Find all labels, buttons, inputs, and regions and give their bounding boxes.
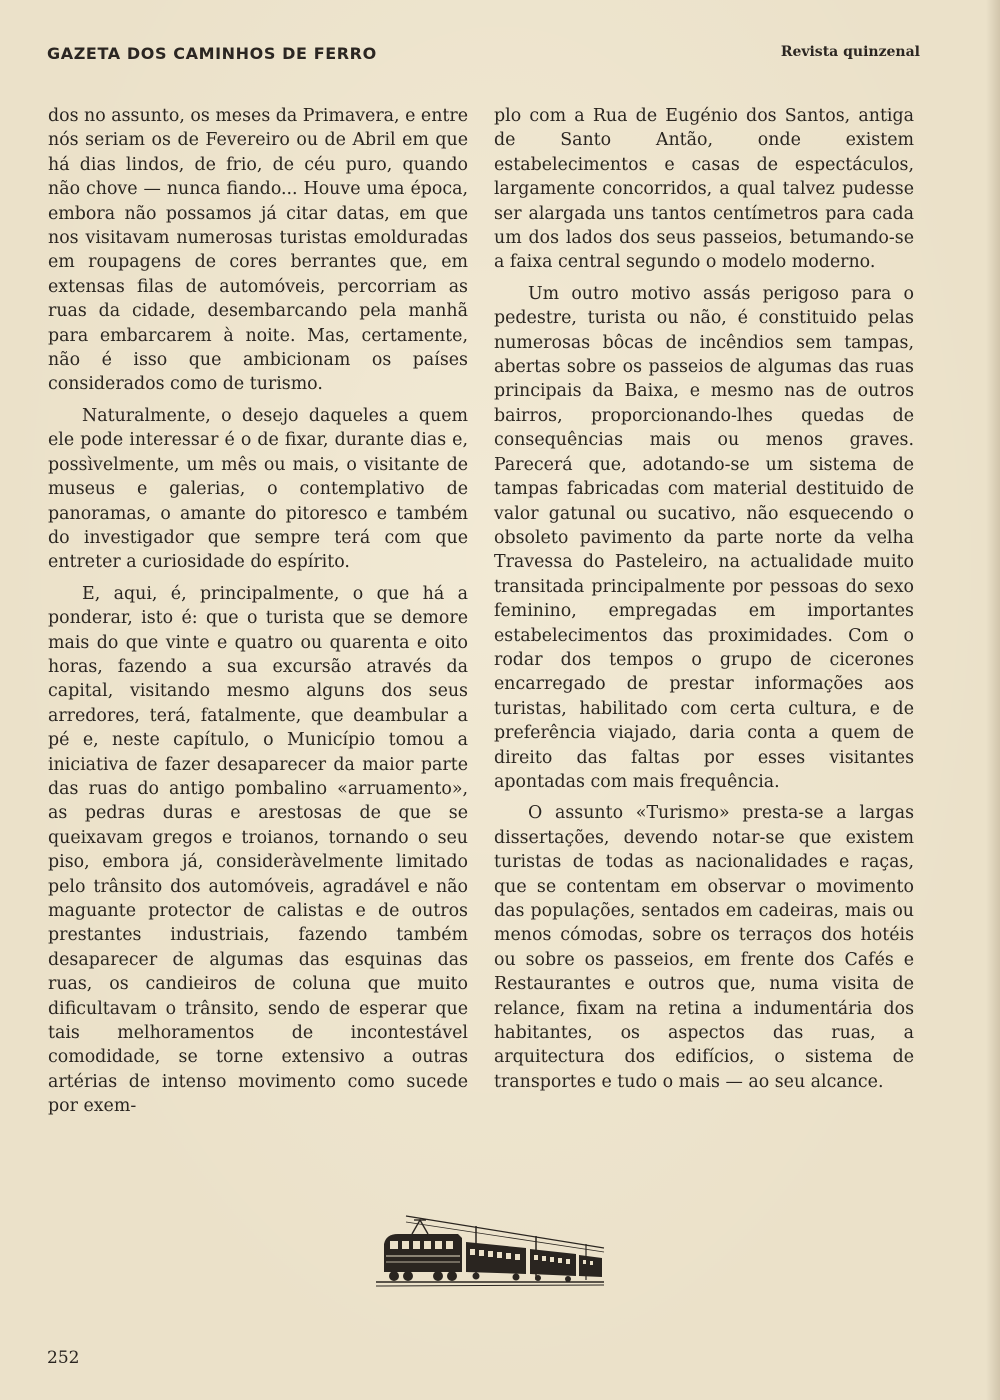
paragraph: E, aqui, é, principalmente, o que há a ponderar, isto é: que o turista que se demore mais do que vinte e quatro ou quarenta e oito horas, fazendo a sua excursão através da capital, visitando mesmo alguns dos seus arredores, terá, fatalmente, que deambular a pé e, neste capítulo, o Município tomou a iniciativa de fazer desaparecer da maior parte das ruas do antigo pombalino «arruamento», as pedras duras e arestosas de que se queixavam gregos e troianos, tornando o seu piso, embora já, consideràvelmente limitado pelo trânsito dos automóveis, agradável e não maguante protector de calistas e de outros prestantes industriais, fazendo também desaparecer de algumas das esquinas das ruas, os candieiros de coluna que muito dificultavam o trânsito, sendo de esperar que tais melhoramentos de incontestável comodidade, se torne extensivo a outras artérias de intenso movimento como sucede por exem- bbox=[48, 583, 468, 1117]
paragraph: dos no assunto, os meses da Primavera, e entre nós seriam os de Fevereiro ou de Abril em que há dias lindos, de frio, de céu puro, quando não chove — nunca fiando... Houve uma época, embora não possamos já citar datas, em que nos visitavam numerosas turistas emolduradas em roupagens de cores berrantes que, em extensas filas de automóveis, percorriam as ruas da cidade, desembarcando pela manhã para embarcarem à noite. Mas, certamente, não é isso que ambicionam os países considerados como de turismo. bbox=[48, 106, 468, 395]
column-divider bbox=[480, 108, 481, 1158]
paragraph: Naturalmente, o desejo daqueles a quem ele pode interessar é o de fixar, durante dias e, possìvelmente, um mês ou mais, o visitante de museus e galerias, o contemplativo de panoramas, o amante do pitoresco e também do investigador que sempre terá com que entreter a curiosidade do espírito. bbox=[48, 405, 468, 573]
paragraph: O assunto «Turismo» presta-se a largas dissertações, devendo notar-se que existem turistas de todas as nacionalidades e raças, que se contentam em observar o movimento das populações, sentados em cadeiras, mais ou menos cómodas, sobre os terraços dos hotéis ou sobre os passeios, em frente dos Cafés e Restaurantes e outros que, numa visita de relance, fixam na retina a indumentária dos habitantes, os aspectos das ruas, a arquitectura dos edifícios, o sistema de transportes e tudo o mais — ao seu alcance. bbox=[494, 803, 914, 1092]
right-column bbox=[494, 104, 914, 1101]
electric-train-icon bbox=[376, 1208, 604, 1288]
left-column bbox=[48, 104, 468, 1126]
page-edge-shadow bbox=[986, 0, 1000, 1400]
page-number: 252 bbox=[47, 1348, 80, 1368]
paragraph: plo com a Rua de Eugénio dos Santos, antiga de Santo Antão, onde existem estabelecimentos e casas de espectáculos, largamente concorridos, a qual talvez pudesse ser alargada uns tantos centímetros para cada um dos lados dos seus passeios, betumando-se a faixa central segundo o modelo moderno. bbox=[494, 106, 914, 273]
journal-title: GAZETA DOS CAMINHOS DE FERRO bbox=[47, 44, 377, 63]
page-header bbox=[47, 44, 920, 68]
journal-subtitle: Revista quinzenal bbox=[780, 44, 920, 60]
paragraph: Um outro motivo assás perigoso para o pedestre, turista ou não, é constituido pelas numerosas bôcas de incêndios sem tampas, abertas sobre os passeios de algumas das ruas principais da Baixa, e mesmo nas de outros bairros, proporcionando-lhes quedas de consequências mais ou menos graves. Parecerá que, adotando-se um sistema de tampas fabricadas com material destituido de valor gatunal ou sucativo, não esquecendo o obsoleto pavimento da parte norte da velha Travessa do Pasteleiro, na actualidade muito transitada principalmente por pessoas do sexo feminino, empregadas em importantes estabelecimentos das proximidades. Com o rodar dos tempos o grupo de cicerones encarregado de prestar informações aos turistas, habilitado com certa cultura, e de preferência viajado, daria conta a quem de direito das faltas por esses visitantes apontadas com mais frequência. bbox=[494, 283, 914, 792]
